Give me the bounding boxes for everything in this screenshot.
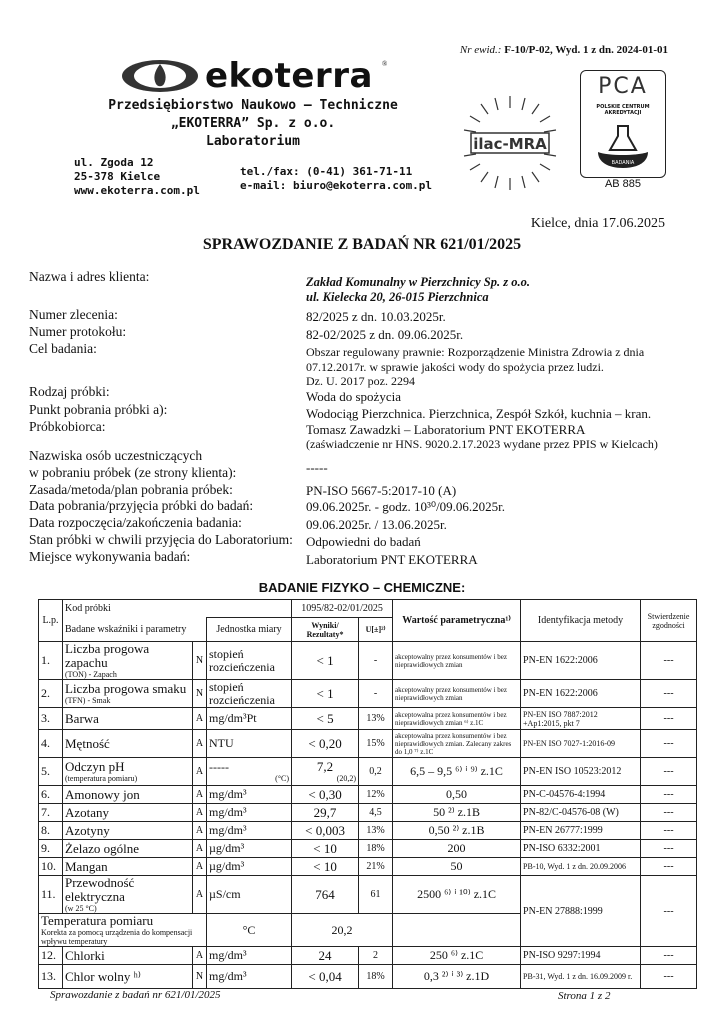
row-uncertainty: 2 bbox=[359, 947, 393, 965]
row-parameter bbox=[63, 876, 193, 914]
result-value: < 0,04 bbox=[308, 968, 342, 984]
unit-temp: (°C) bbox=[275, 773, 290, 783]
table-row bbox=[39, 708, 697, 730]
row-result bbox=[292, 708, 359, 730]
table-row bbox=[39, 642, 697, 680]
row-conformity: --- bbox=[641, 708, 697, 730]
row-param-value: 50 ²⁾ z.1B bbox=[393, 804, 521, 822]
ilac-mra-logo-icon bbox=[455, 88, 565, 198]
row-uncertainty: 0,2 bbox=[359, 758, 393, 786]
row-result bbox=[292, 822, 359, 840]
row-conformity: --- bbox=[641, 730, 697, 758]
method-value: PN-ISO 5667-5:2017-10 (A) bbox=[306, 483, 457, 498]
unit-value: mg/dm³Pt bbox=[209, 711, 257, 725]
row-accreditation: A bbox=[193, 708, 207, 730]
row-parameter bbox=[63, 786, 193, 804]
table-row bbox=[39, 758, 697, 786]
row-method: PN-EN ISO 10523:2012 bbox=[521, 758, 641, 786]
report-date: Kielce, dnia 17.06.2025 bbox=[530, 216, 665, 231]
client-address: ul. Kielecka 20, 26-015 Pierzchnica bbox=[306, 290, 489, 304]
parameter-sub: (temperatura pomiaru) bbox=[65, 774, 138, 783]
result-value: < 1 bbox=[316, 652, 334, 668]
row-parameter bbox=[63, 858, 193, 876]
result-temp: (20,2) bbox=[336, 774, 357, 783]
row-param-value: 0,3 ²⁾ ⁱ ³⁾ z.1D bbox=[393, 965, 521, 989]
row-result: 20,2 bbox=[292, 914, 393, 947]
row-result bbox=[292, 786, 359, 804]
sampler-value: Tomasz Zawadzki – Laboratorium PNT EKOTERRA bbox=[306, 422, 586, 437]
sampling-date-label: Data pobrania/przyjęcia próbki do badań: bbox=[29, 498, 254, 513]
row-uncertainty: 4,5 bbox=[359, 804, 393, 822]
row-accreditation: A bbox=[193, 858, 207, 876]
unit-value: mg/dm³ bbox=[209, 969, 247, 983]
parameter-name: Żelazo ogólne bbox=[65, 840, 139, 856]
row-lp: 9. bbox=[39, 840, 63, 858]
row-uncertainty: - bbox=[359, 680, 393, 708]
row-lp: 10. bbox=[39, 858, 63, 876]
parameter-name: Chlor wolny ʰ⁾ bbox=[65, 968, 141, 984]
row-param-value: akceptowalny przez konsumentów i bez nieprawidłowych zmian bbox=[393, 642, 521, 680]
parameter-name: Liczba progowa zapachu bbox=[65, 641, 150, 670]
method-label: Zasada/metoda/plan pobrania próbek: bbox=[29, 482, 233, 497]
row-lp: 8. bbox=[39, 822, 63, 840]
parameter-name: Barwa bbox=[65, 710, 99, 726]
row-parameter bbox=[63, 840, 193, 858]
sample-type-label: Rodzaj próbki: bbox=[29, 384, 110, 399]
row-lp: 6. bbox=[39, 786, 63, 804]
row-conformity: --- bbox=[641, 642, 697, 680]
row-parameter bbox=[63, 758, 193, 786]
row-conformity: --- bbox=[641, 965, 697, 989]
row-method: PN-EN 26777:1999 bbox=[521, 822, 641, 840]
row-parameter bbox=[63, 804, 193, 822]
row-param-value: 200 bbox=[393, 840, 521, 858]
sample-type-value: Woda do spożycia bbox=[306, 389, 401, 404]
row-method: PN-EN 1622:2006 bbox=[521, 680, 641, 708]
row-result bbox=[292, 876, 359, 914]
row-accreditation: A bbox=[193, 786, 207, 804]
svg-text:ilac-MRA: ilac-MRA bbox=[473, 135, 547, 153]
header-method: Identyfikacja metody bbox=[521, 600, 641, 642]
row-parameter bbox=[63, 642, 193, 680]
row-parameter bbox=[63, 708, 193, 730]
result-value: 24 bbox=[318, 947, 332, 963]
row-param-value: 6,5 – 9,5 ⁶⁾ ⁱ ⁹⁾ z.1C bbox=[393, 758, 521, 786]
row-parameter bbox=[63, 947, 193, 965]
company-address: ul. Zgoda 12 25-378 Kielce www.ekoterra.com.pl bbox=[74, 156, 200, 197]
unit-value: stopień rozcieńczenia bbox=[209, 679, 275, 707]
section-title: BADANIE FIZYKO – CHEMICZNE: bbox=[258, 580, 466, 595]
purpose-line1: Obszar regulowany prawnie: Rozporządzenie Ministra Zdrowia z dnia bbox=[306, 345, 645, 359]
sampler-label: Próbkobiorca: bbox=[29, 419, 106, 434]
row-method: PN-ISO 9297:1994 bbox=[521, 947, 641, 965]
parameter-name: Odczyn pH bbox=[65, 759, 125, 774]
parameter-name: Mętność bbox=[65, 735, 110, 751]
row-parameter bbox=[63, 680, 193, 708]
row-unit bbox=[207, 804, 292, 822]
row-unit bbox=[207, 858, 292, 876]
row-method: PN-ISO 6332:2001 bbox=[521, 840, 641, 858]
purpose-line3: Dz. U. 2017 poz. 2294 bbox=[306, 374, 415, 388]
unit-value: mg/dm³ bbox=[209, 823, 247, 837]
table-row bbox=[39, 730, 697, 758]
parameter-sub: (TON) - Zapach bbox=[65, 670, 117, 679]
row-lp: 5. bbox=[39, 758, 63, 786]
unit-value: mg/dm³ bbox=[209, 948, 247, 962]
header-sample-code: 1095/82-02/01/2025 bbox=[292, 600, 393, 618]
pca-badania: BADANIA bbox=[611, 160, 635, 166]
sampling-date-value: 09.06.2025r. - godz. 10³⁰/09.06.2025r. bbox=[306, 499, 506, 514]
parameter-name: Mangan bbox=[65, 858, 108, 874]
row-conformity: --- bbox=[641, 876, 697, 947]
row-conformity: --- bbox=[641, 758, 697, 786]
row-result bbox=[292, 758, 359, 786]
header-param-value: Wartość parametryczna¹⁾ bbox=[393, 600, 521, 642]
row-lp: 13. bbox=[39, 965, 63, 989]
purpose-line2: 07.12.2017r. w sprawie jakości wody do spożycia przez ludzi. bbox=[306, 360, 604, 374]
unit-value: µg/dm³ bbox=[209, 859, 245, 873]
results-table bbox=[38, 599, 697, 989]
table-row bbox=[39, 876, 697, 914]
ekoterra-logo-icon bbox=[120, 58, 200, 94]
row-result bbox=[292, 947, 359, 965]
header-sample-code-label: Kod próbki bbox=[63, 600, 292, 618]
row-unit bbox=[207, 680, 292, 708]
row-accreditation: A bbox=[193, 822, 207, 840]
row-lp: 2. bbox=[39, 680, 63, 708]
row-unit bbox=[207, 876, 292, 914]
row-accreditation: A bbox=[193, 947, 207, 965]
location-value: Laboratorium PNT EKOTERRA bbox=[306, 552, 478, 567]
table-row bbox=[39, 786, 697, 804]
unit-value: stopień rozcieńczenia bbox=[209, 646, 275, 674]
row-param-value: akceptowalna przez konsumentów i bez nieprawidłowych zmian. Zalecany zakres do 1,0 ⁷⁾ z.1C bbox=[393, 730, 521, 758]
row-param-value: 0,50 bbox=[393, 786, 521, 804]
result-value: 29,7 bbox=[313, 804, 337, 820]
table-row bbox=[39, 858, 697, 876]
test-dates-label: Data rozpoczęcia/zakończenia badania: bbox=[29, 515, 242, 530]
parameter-name: Liczba progowa smaku bbox=[65, 681, 187, 696]
table-row bbox=[39, 804, 697, 822]
result-value: 764 bbox=[315, 886, 335, 902]
row-uncertainty: - bbox=[359, 642, 393, 680]
row-param-value: 2500 ⁶⁾ ⁱ ¹⁰⁾ z.1C bbox=[393, 876, 521, 914]
parameter-name: Temperatura pomiaru bbox=[41, 913, 154, 928]
condition-value: Odpowiedni do badań bbox=[306, 534, 421, 549]
row-parameter bbox=[63, 730, 193, 758]
row-uncertainty: 13% bbox=[359, 822, 393, 840]
row-result bbox=[292, 858, 359, 876]
header-result: Wyniki/ Rezultaty* bbox=[292, 618, 359, 642]
header-conformity: Stwierdzenie zgodności bbox=[641, 600, 697, 642]
row-unit bbox=[207, 642, 292, 680]
header-lp: L.p. bbox=[39, 600, 63, 642]
row-unit bbox=[207, 947, 292, 965]
parameter-name: Azotany bbox=[65, 804, 110, 820]
row-conformity: --- bbox=[641, 947, 697, 965]
row-method: PN-82/C-04576-08 (W) bbox=[521, 804, 641, 822]
row-accreditation: A bbox=[193, 804, 207, 822]
location-label: Miejsce wykonywania badań: bbox=[29, 549, 191, 564]
condition-label: Stan próbki w chwili przyjęcia do Laboratorium: bbox=[29, 532, 293, 547]
registered-mark: ® bbox=[382, 60, 388, 68]
row-method: PN-EN 1622:2006 bbox=[521, 642, 641, 680]
row-unit bbox=[207, 822, 292, 840]
unit-value: mg/dm³ bbox=[209, 805, 247, 819]
row-result bbox=[292, 965, 359, 989]
row-accreditation: N bbox=[193, 965, 207, 989]
footer-page: Strona 1 z 2 bbox=[558, 990, 611, 1002]
row-conformity: --- bbox=[641, 680, 697, 708]
row-accreditation: N bbox=[193, 642, 207, 680]
row-lp: 11. bbox=[39, 876, 63, 914]
row-result bbox=[292, 730, 359, 758]
footer-report-ref: Sprawozdanie z badań nr 621/01/2025 bbox=[50, 989, 221, 1001]
row-conformity: --- bbox=[641, 858, 697, 876]
table-row bbox=[39, 822, 697, 840]
result-value: < 1 bbox=[316, 685, 334, 701]
result-value: < 5 bbox=[316, 710, 334, 726]
row-accreditation: N bbox=[193, 680, 207, 708]
row-lp: 3. bbox=[39, 708, 63, 730]
result-value: < 0,20 bbox=[308, 735, 342, 751]
sampling-point-label: Punkt pobrania próbki a): bbox=[29, 402, 168, 417]
purpose-label: Cel badania: bbox=[29, 341, 97, 356]
parameter-sub: (TFN) - Smak bbox=[65, 696, 111, 705]
form-reference: Nr ewid.: F-10/P-02, Wyd. 1 z dn. 2024-01-01 bbox=[459, 44, 668, 56]
parameter-sub: (w 25 °C) bbox=[65, 904, 97, 913]
row-param-value: 250 ⁶⁾ z.1C bbox=[393, 947, 521, 965]
row-result bbox=[292, 840, 359, 858]
row-method: PB-10, Wyd. 1 z dn. 20.09.2006 bbox=[521, 858, 641, 876]
result-value: < 0,003 bbox=[305, 822, 345, 838]
unit-value: µg/dm³ bbox=[209, 841, 245, 855]
sampling-point-value: Wodociąg Pierzchnica. Pierzchnica, Zespół Szkół, kuchnia – kran. bbox=[306, 406, 652, 421]
row-conformity: --- bbox=[641, 804, 697, 822]
company-name: Przedsiębiorstwo Naukowo – Techniczne „EKOTERRA” Sp. z o.o. Laboratorium bbox=[108, 98, 398, 149]
row-result bbox=[292, 642, 359, 680]
row-param-value: akceptowalny przez konsumentów i bez nieprawidłowych zmian bbox=[393, 680, 521, 708]
row-lp: 12. bbox=[39, 947, 63, 965]
table-row bbox=[39, 947, 697, 965]
test-dates-value: 09.06.2025r. / 13.06.2025r. bbox=[306, 517, 447, 532]
row-param-value: 50 bbox=[393, 858, 521, 876]
order-label: Numer zlecenia: bbox=[29, 307, 118, 322]
unit-value: µS/cm bbox=[209, 887, 241, 901]
row-result bbox=[292, 804, 359, 822]
parameter-name: Przewodność elektryczna bbox=[65, 875, 135, 904]
header-unit: Jednostka miary bbox=[207, 618, 292, 642]
result-value: < 10 bbox=[313, 858, 337, 874]
unit-value: mg/dm³ bbox=[209, 787, 247, 801]
protocol-value: 82-02/2025 z dn. 09.06.2025r. bbox=[306, 327, 464, 342]
table-row bbox=[39, 680, 697, 708]
row-method: PN-EN ISO 7887:2012 +Ap1:2015, pkt 7 bbox=[521, 708, 641, 730]
row-uncertainty: 12% bbox=[359, 786, 393, 804]
table-row bbox=[39, 840, 697, 858]
row-method: PB-31, Wyd. 1 z dn. 16.09.2009 r. bbox=[521, 965, 641, 989]
row-parameter bbox=[63, 965, 193, 989]
participants-label: Nazwiska osób uczestniczących w pobraniu próbek (ze strony klienta): bbox=[29, 448, 237, 480]
row-unit bbox=[207, 708, 292, 730]
row-uncertainty: 61 bbox=[359, 876, 393, 914]
result-value: 7,2 bbox=[316, 759, 334, 774]
row-result bbox=[292, 680, 359, 708]
row-accreditation: A bbox=[193, 730, 207, 758]
result-value: < 10 bbox=[313, 840, 337, 856]
row-accreditation: A bbox=[193, 758, 207, 786]
row-conformity: --- bbox=[641, 840, 697, 858]
row-accreditation: A bbox=[193, 840, 207, 858]
row-parameter bbox=[39, 914, 207, 947]
row-unit bbox=[207, 965, 292, 989]
row-unit bbox=[207, 786, 292, 804]
row-parameter bbox=[63, 822, 193, 840]
row-lp: 7. bbox=[39, 804, 63, 822]
client-label: Nazwa i adres klienta: bbox=[29, 269, 150, 284]
row-param-value: akceptowalna przez konsumentów i bez nieprawidłowych zmian ⁶⁾ z.1C bbox=[393, 708, 521, 730]
row-uncertainty: 15% bbox=[359, 730, 393, 758]
row-param-value: 0,50 ²⁾ z.1B bbox=[393, 822, 521, 840]
participants-value: ----- bbox=[306, 460, 328, 475]
row-uncertainty: 18% bbox=[359, 840, 393, 858]
parameter-note: Korekta za pomocą urządzenia do kompensacji wpływu temperatury bbox=[41, 928, 193, 946]
row-lp: 4. bbox=[39, 730, 63, 758]
brand-name: ekoterra bbox=[205, 56, 373, 96]
header-parameters: Badane wskaźniki i parametry bbox=[63, 618, 207, 642]
row-unit bbox=[207, 840, 292, 858]
row-conformity: --- bbox=[641, 822, 697, 840]
parameter-name: Chlorki bbox=[65, 947, 105, 963]
row-conformity: --- bbox=[641, 786, 697, 804]
row-uncertainty: 21% bbox=[359, 858, 393, 876]
pca-logo-subtitle: POLSKIE CENTRUM AKREDYTACJI bbox=[596, 104, 650, 116]
client-name: Zakład Komunalny w Pierzchnicy Sp. z o.o. bbox=[306, 275, 530, 289]
row-uncertainty: 13% bbox=[359, 708, 393, 730]
order-value: 82/2025 z dn. 10.03.2025r. bbox=[306, 309, 446, 324]
unit-value: NTU bbox=[209, 736, 234, 750]
parameter-name: Amonowy jon bbox=[65, 786, 140, 802]
row-method: PN-EN 27888:1999 bbox=[521, 876, 641, 947]
row-unit bbox=[207, 758, 292, 786]
sampler-certificate: (zaświadczenie nr HNS. 9020.2.17.2023 wydane przez PPIS w Kielcach) bbox=[306, 437, 658, 451]
row-unit: °C bbox=[207, 914, 292, 947]
row-accreditation: A bbox=[193, 876, 207, 914]
row-method: PN-EN ISO 7027-1:2016-09 bbox=[521, 730, 641, 758]
pca-logo-title: PCA bbox=[598, 74, 648, 99]
protocol-label: Numer protokołu: bbox=[29, 324, 127, 339]
header-uncertainty: U[±]²⁾ bbox=[359, 618, 393, 642]
table-row bbox=[39, 965, 697, 989]
row-param-value bbox=[393, 914, 521, 947]
accreditation-number: AB 885 bbox=[604, 178, 642, 190]
parameter-name: Azotyny bbox=[65, 822, 110, 838]
company-contact: tel./fax: (0-41) 361-71-11 e-mail: biuro@ekoterra.com.pl bbox=[240, 165, 433, 192]
result-value: < 0,30 bbox=[308, 786, 342, 802]
report-title: SPRAWOZDANIE Z BADAŃ NR 621/01/2025 bbox=[202, 236, 522, 253]
row-method: PN-C-04576-4:1994 bbox=[521, 786, 641, 804]
row-uncertainty: 18% bbox=[359, 965, 393, 989]
row-lp: 1. bbox=[39, 642, 63, 680]
unit-value: ----- bbox=[209, 759, 229, 774]
row-unit bbox=[207, 730, 292, 758]
